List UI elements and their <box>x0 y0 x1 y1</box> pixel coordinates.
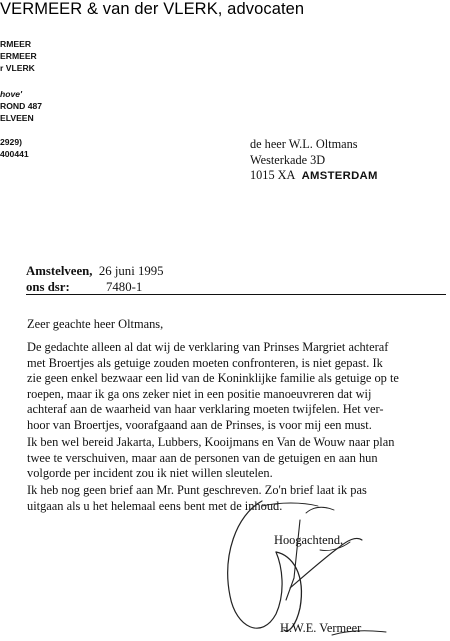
reference-label: ons dsr: <box>26 280 70 294</box>
paragraph-line: Ik heb nog geen brief aan Mr. Punt geschreven. Zo'n brief laat ik pas <box>27 483 367 497</box>
letterhead-firm-name: VERMEER & van der VLERK, advocaten <box>0 0 305 18</box>
sidebar-line: 400441 <box>0 149 29 159</box>
sidebar-line: ELVEEN <box>0 113 34 123</box>
dateline-place: Amstelveen, <box>26 264 93 278</box>
paragraph-line: Ik ben wel bereid Jakarta, Lubbers, Kooijmans en Van de Wouw naar plan <box>27 435 395 449</box>
paragraph-line: De gedachte alleen al dat wij de verklaring van Prinses Margriet achteraf <box>27 340 389 354</box>
sidebar-line: 2929) <box>0 137 22 147</box>
paragraph-line: roepen, maar ik ga ons zeker niet in een positie manoeuvreren dat wij <box>27 386 372 401</box>
signer-name: H.W.E. Vermeer <box>280 621 362 635</box>
paragraph-line: zie geen enkel bezwaar een lid van de Koninklijke familie als getuige op te <box>27 371 399 385</box>
reference-value: 7480-1 <box>106 280 143 294</box>
paragraph-line: uitgaan als u het helemaal eens bent met de inhoud. <box>27 498 283 513</box>
recipient-street: Westerkade 3D <box>250 152 326 167</box>
dateline-date: 26 juni 1995 <box>98 264 164 278</box>
paragraph-line: volgorde per incident zou ik niet willen sleutelen. <box>27 466 273 480</box>
salutation: Zeer geachte heer Oltmans, <box>27 317 164 331</box>
closing: Hoogachtend, <box>274 533 344 547</box>
recipient-postcode: 1015 XA <box>250 168 296 182</box>
sidebar-line: RMEER <box>0 39 32 49</box>
sidebar-line: r VLERK <box>0 63 35 73</box>
paragraph-line: twee te verschuiven, maar aan de personen van de getuigen en aan hun <box>27 450 378 465</box>
sidebar-line: ROND 487 <box>0 101 43 111</box>
paragraph-line: hoor van Broertjes, voorafgaand aan de Prinses, is voor mij een must. <box>27 417 372 432</box>
sidebar-line: hove' <box>0 89 23 99</box>
paragraph-line: met Broertjes als getuige zouden moeten confronteren, is niet gepast. Ik <box>27 355 383 370</box>
recipient-city: AMSTERDAM <box>301 170 378 182</box>
sidebar-line: ERMEER <box>0 51 37 61</box>
recipient-name: de heer W.L. Oltmans <box>250 137 358 151</box>
paragraph-line: achteraf aan de waarheid van haar verklaring moeten twijfelen. Het ver- <box>27 402 384 416</box>
